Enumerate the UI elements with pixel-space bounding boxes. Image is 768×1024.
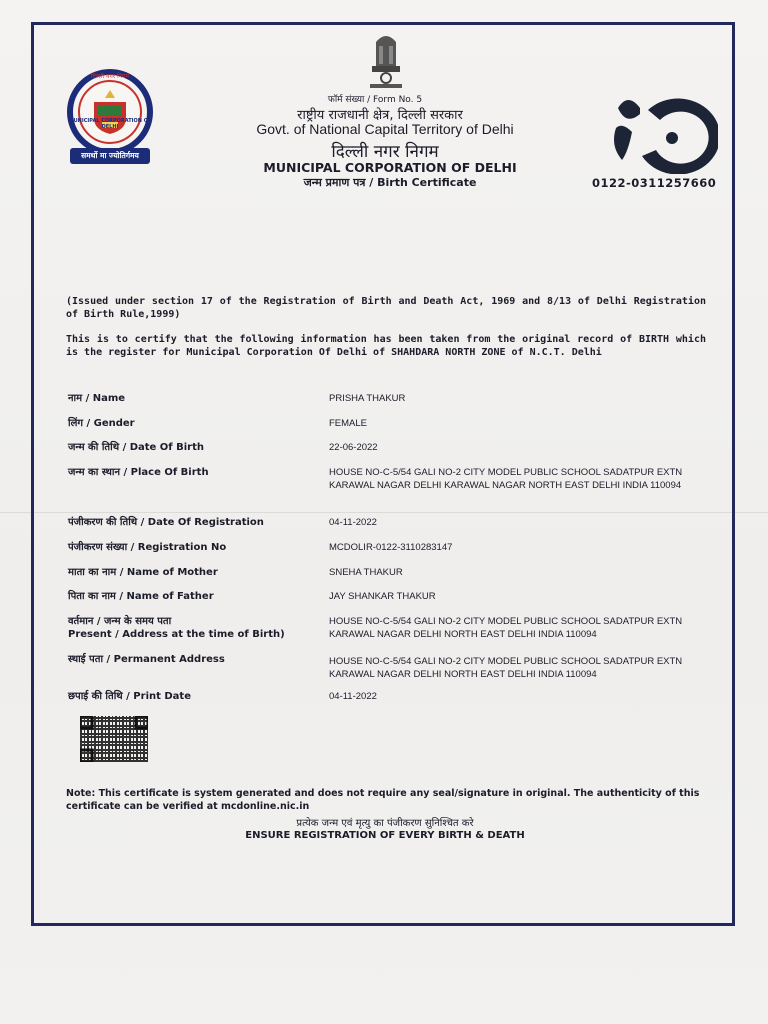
issued-under-text: (Issued under section 17 of the Registration of Birth and Death Act, 1969 and 8/13 of Delhi Registration of Birth Rule,1999) (66, 296, 706, 320)
dob-value: 22-06-2022 (329, 442, 378, 453)
government-name: Govt. of National Capital Territory of Delhi (256, 121, 514, 137)
permanent-address-value: HOUSE NO-C-5/54 GALI NO-2 CITY MODEL PUBLIC SCHOOL SADATPUR EXTN KARAWAL NAGAR DELHI NORTH EAST DELHI INDIA 110094 (329, 656, 683, 680)
digital-services-logo (608, 92, 718, 174)
logo-top-text: दिल्ली नगर निगम (91, 73, 129, 80)
dob-label: जन्म की तिथि / Date Of Birth (68, 442, 205, 453)
father-name-label: पिता का नाम / Name of Father (68, 591, 214, 602)
gender-label: लिंग / Gender (68, 418, 135, 429)
mother-name-value: SNEHA THAKUR (329, 567, 403, 578)
logo-ring-text: MUNICIPAL CORPORATION OF DELHI (68, 118, 152, 130)
logo-motto: समर्थो मा ज्योतिर्गमय (81, 151, 139, 160)
certificate-title: जन्म प्रमाण पत्र / Birth Certificate (303, 176, 477, 189)
corporation-name: MUNICIPAL CORPORATION OF DELHI (263, 160, 517, 175)
registration-no-value: MCDOLIR-0122-3110283147 (329, 542, 453, 553)
certify-text: This is to certify that the following information has been taken from the original record of BIRTH which is the register for Municipal Corporation Of Delhi of SHAHDARA NORTH ZONE of N.C.T. Delhi (66, 334, 706, 358)
father-name-value: JAY SHANKAR THAKUR (329, 591, 436, 602)
qr-finder-patterns (80, 716, 148, 762)
permanent-address-label: स्थाई पता / Permanent Address (68, 654, 225, 665)
name-value: PRISHA THAKUR (329, 393, 406, 404)
system-generated-note: Note: This certificate is system generated and does not require any seal/signature in original. The authenticity of this certificate can be verified at mcdonline.nic.in (66, 788, 700, 812)
state-name-hindi: राष्ट्रीय राजधानी क्षेत्र, दिल्ली सरकार (297, 108, 463, 123)
certificate-number: 0122-0311257660 (592, 176, 717, 190)
present-address-value: HOUSE NO-C-5/54 GALI NO-2 CITY MODEL PUBLIC SCHOOL SADATPUR EXTN KARAWAL NAGAR DELHI NORTH EAST DELHI INDIA 110094 (329, 616, 683, 640)
mother-name-label: माता का नाम / Name of Mother (68, 567, 218, 578)
registration-no-label: पंजीकरण संख्या / Registration No (68, 542, 227, 553)
present-address-label: वर्तमान / जन्म के समय पता Present / Address at the time of Birth) (68, 616, 285, 640)
name-label: नाम / Name (68, 393, 126, 404)
gender-value: FEMALE (329, 418, 368, 429)
registration-date-value: 04-11-2022 (329, 517, 377, 528)
registration-date-label: पंजीकरण की तिथि / Date Of Registration (68, 517, 264, 528)
corporation-name-hindi: दिल्ली नगर निगम (331, 142, 439, 162)
ensure-registration-hindi: प्रत्येक जन्म एवं मृत्यु का पंजीकरण सुनिश्चित करे (296, 818, 474, 829)
national-emblem (366, 32, 406, 90)
form-number: फॉर्म संख्या / Form No. 5 (327, 95, 423, 105)
place-of-birth-label: जन्म का स्थान / Place Of Birth (68, 467, 209, 478)
print-date-value: 04-11-2022 (329, 691, 377, 702)
place-of-birth-value: HOUSE NO-C-5/54 GALI NO-2 CITY MODEL PUBLIC SCHOOL SADATPUR EXTN KARAWAL NAGAR DELHI KARAWAL NAGAR NORTH EAST DELHI INDIA 110094 (329, 467, 683, 491)
ensure-registration-text: ENSURE REGISTRATION OF EVERY BIRTH & DEATH (245, 830, 525, 841)
print-date-label: छपाई की तिथि / Print Date (68, 691, 191, 702)
